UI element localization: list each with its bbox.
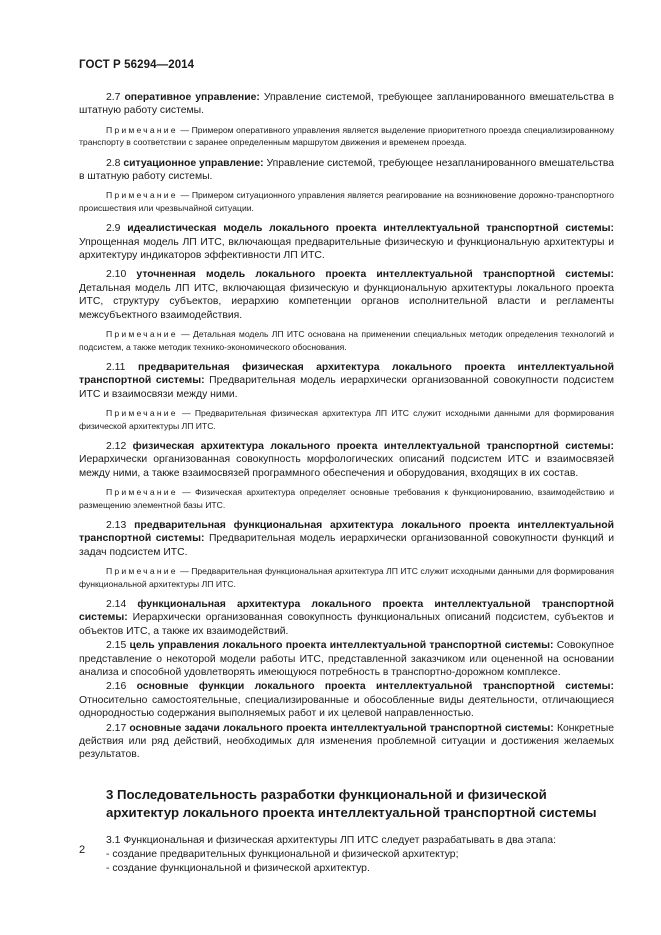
definition-text: Детальная модель ЛП ИТС, включающая физическую и функциональную архитектуры локального проекта ИТС, структуру субъектов, иерархию компетенции органов исполнительной власти и регламенты межсубъектного взаимодействия. xyxy=(79,282,614,321)
note-paragraph: Примечание — Примером оперативного управления является выделение приоритетного проезда специализированному транспорту в соответствии с заранее определенным маршрутом движения и временем проезда. xyxy=(79,124,614,148)
clause-number: 2.13 xyxy=(106,519,127,531)
note-paragraph: Примечание — Предварительная функциональная архитектура ЛП ИТС служит исходными данными для формирования функциональной архитектуры ЛП ИТС. xyxy=(79,566,614,589)
definition-text: Предварительная модель иерархически организованной совокупности функций и задач подсистем ИТС. xyxy=(79,533,615,558)
note-paragraph: Примечание — Физическая архитектура определяет основные требования к функционированию, взаимодействию и размещению элементной базы ИТС. xyxy=(79,487,615,510)
list-item: - создание функциональной и физической архитектур. xyxy=(106,862,370,874)
term: предварительная функциональная архитектура локального проекта интеллектуальной транспортной системы: xyxy=(79,519,614,545)
note-label: Примечание xyxy=(106,124,178,135)
note-label: Примечание xyxy=(106,408,178,419)
clause-number: 2.12 xyxy=(106,440,127,452)
bullet-list xyxy=(106,848,614,875)
definition-paragraph xyxy=(79,680,614,720)
note-label: Примечание xyxy=(106,329,178,340)
term: идеалистическая модель локального проекта интеллектуальной транспортной системы: xyxy=(127,223,615,235)
clause-number: 2.11 xyxy=(106,361,126,373)
term: основные задачи локального проекта интеллектуальной транспортной системы: xyxy=(129,722,554,734)
definitions-list xyxy=(79,91,614,762)
definition-text: Упрощенная модель ЛП ИТС, включающая предварительные физическую и функциональную архитектуры и архитектуру индикаторов эффективности ЛП ИТС. xyxy=(79,236,614,262)
term: ситуационное управление: xyxy=(123,157,264,169)
definition-text: Управление системой, требующее незапланированного вмешательства в штатную работу системы. xyxy=(79,157,615,183)
definition-text: Совокупное представление о некоторой модели работы ИТС, представленной заказчиком или оцененной на основании анализа и способной удовлетворять имеющуюся потребность в транспортно-дорожном комплексе. xyxy=(79,640,614,679)
clause-number: 2.16 xyxy=(106,681,127,693)
note-text: Предварительная физическая архитектура ЛП ИТС служит исходными данными для формирования физической архитектуры ЛП ИТС. xyxy=(79,408,614,431)
definition-paragraph xyxy=(79,157,614,184)
term: оперативное управление: xyxy=(124,92,260,103)
document-header: ГОСТ Р 56294—2014 xyxy=(79,59,195,71)
page-content xyxy=(79,91,614,875)
note-paragraph: Примечание — Примером ситуационного управления является реагирование на возникновение дорожно-транспортного происшествия или чрезвычайной ситуации. xyxy=(79,190,614,213)
clause-number: 2.9 xyxy=(106,223,121,235)
clause-number: 2.7 xyxy=(106,92,121,103)
note-label: Примечание xyxy=(106,487,178,498)
note-text: Физическая архитектура определяет основные требования к функционированию, взаимодействию и размещению элементной базы ИТС. xyxy=(79,487,615,510)
note-paragraph: Примечание — Предварительная физическая архитектура ЛП ИТС служит исходными данными для формирования физической архитектуры ЛП ИТС. xyxy=(79,408,614,431)
definition-paragraph xyxy=(79,519,614,559)
note-text: Примером ситуационного управления является реагирование на возникновение дорожно-транспортного происшествия или чрезвычайной ситуации. xyxy=(79,190,614,213)
definition-paragraph xyxy=(79,268,614,322)
definition-text: Относительно самостоятельные, специализированные и обособленные виды деятельности, отличающиеся однородностью содержания выполняемых работ и их целевой направленностью. xyxy=(79,694,614,720)
definition-paragraph xyxy=(79,91,614,118)
definition-paragraph xyxy=(79,639,614,679)
note-label: Примечание xyxy=(106,190,178,201)
clause-number: 2.8 xyxy=(106,157,121,169)
term: цель управления локального проекта интеллектуальной транспортной системы: xyxy=(129,640,554,652)
definition-text: Предварительная модель иерархически организованной совокупности подсистем ИТС и взаимосвязи между ними. xyxy=(79,375,614,400)
definition-paragraph xyxy=(79,361,614,401)
term: основные функции локального проекта интеллектуальной транспортной системы: xyxy=(136,681,614,693)
term: физическая архитектура локального проекта интеллектуальной транспортной системы: xyxy=(132,440,614,452)
note-label: Примечание xyxy=(106,566,178,577)
clause-number: 2.10 xyxy=(106,269,127,281)
note-text: Примером оперативного управления является выделение приоритетного проезда специализированному транспорту в соответствии с заранее определенным маршрутом движения и временем проезда. xyxy=(79,124,614,148)
term: предварительная физическая архитектура локального проекта интеллектуальной транспортной системы: xyxy=(79,361,614,387)
definition-text: Управление системой, требующее запланированного вмешательства в штатную работу системы. xyxy=(79,92,614,117)
list-item: - создание предварительных функциональной и физической архитектур; xyxy=(106,849,459,861)
definition-text: Конкретные действия или ряд действий, необходимых для изменения проблемной ситуации и достижения желаемых результатов. xyxy=(79,722,615,761)
clause-number: 2.14 xyxy=(106,599,127,610)
note-paragraph: Примечание — Детальная модель ЛП ИТС основана на применении специальных методик определения технологий и подсистем, а также методик технико-экономического обоснования. xyxy=(79,329,614,352)
section-heading: 3 Последовательность разработки функциональной и физической архитектур локального проекта интеллектуальной транспортной системы xyxy=(106,786,597,820)
definition-paragraph xyxy=(79,222,614,262)
definition-paragraph xyxy=(79,598,614,638)
definition-text: Иерархически организованная совокупность функциональных описаний подсистем, субъектов и объектов ИТС, а также их взаимодействий. xyxy=(79,612,614,637)
section-intro: 3.1 Функциональная и физическая архитектуры ЛП ИТС следует разрабатывать в два этапа: xyxy=(106,834,556,846)
page-number: 2 xyxy=(79,844,86,856)
term: уточненная модель локального проекта интеллектуальной транспортной системы: xyxy=(136,269,615,281)
definition-paragraph xyxy=(79,440,614,480)
term: функциональная архитектура локального проекта интеллектуальной транспортной системы: xyxy=(79,599,614,624)
clause-number: 2.15 xyxy=(106,640,127,652)
clause-number: 2.17 xyxy=(106,722,127,734)
note-text: Предварительная функциональная архитектура ЛП ИТС служит исходными данными для формирования функциональной архитектуры ЛП ИТС. xyxy=(79,566,614,589)
definition-paragraph xyxy=(79,722,614,762)
note-text: Детальная модель ЛП ИТС основана на применении специальных методик определения технологий и подсистем, а также методик технико-экономического обоснования. xyxy=(79,329,614,352)
definition-text: Иерархически организованная совокупность морфологических описаний подсистем ИТС и взаимосвязей между ними, а также взаимосвязей программного обеспечения и оборудования, входящих в их состав. xyxy=(79,454,614,479)
